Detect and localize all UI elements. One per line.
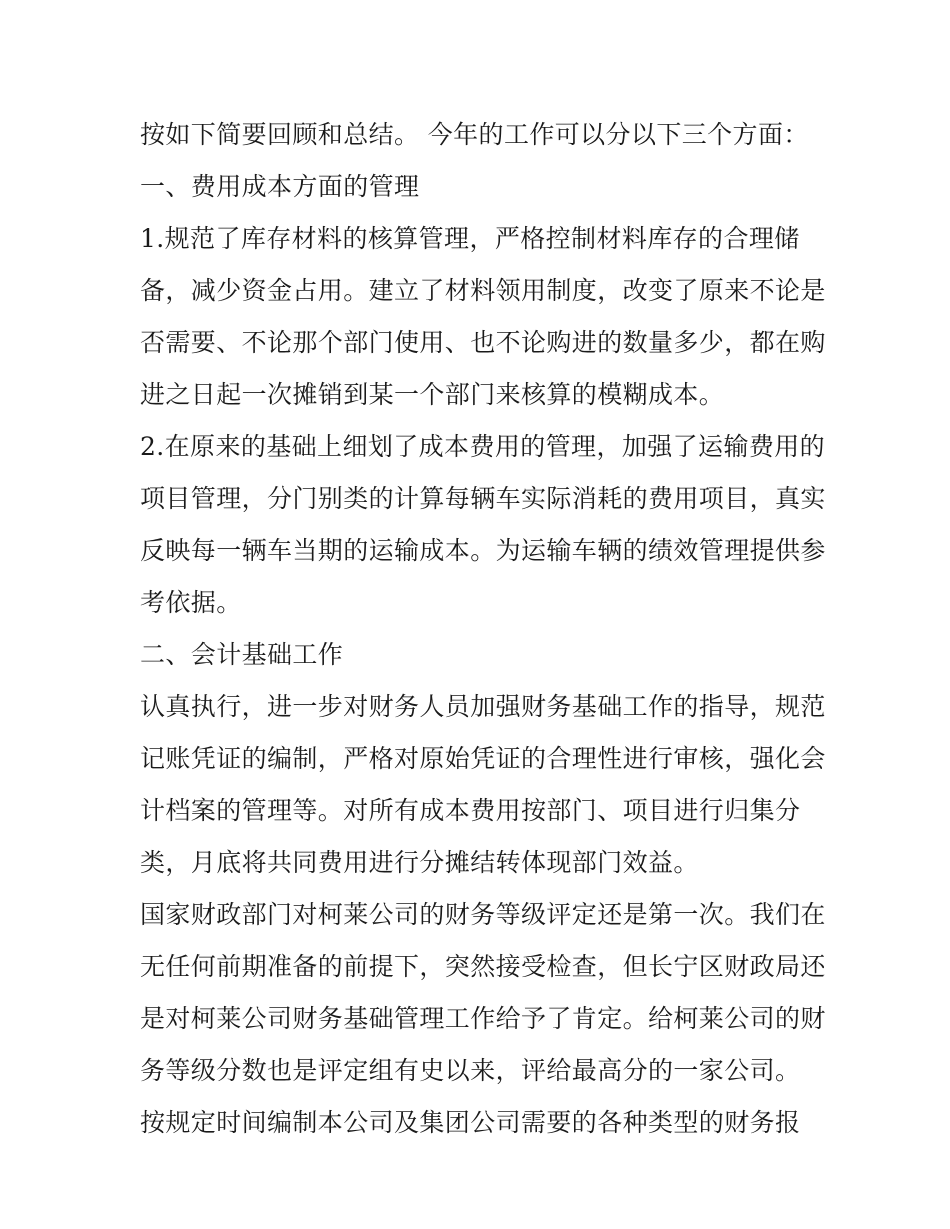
section-heading-accounting-basics: 二、会计基础工作 [140,640,344,669]
document-body [140,109,826,1149]
text-line: 务等级分数也是评定组有史以来，评给最高分的一家公司。 [140,1056,801,1085]
text-line: 否需要、不论那个部门使用、也不论购进的数量多少，都在购 [140,328,826,357]
text-line: 考依据。 [140,588,242,617]
text-line: 1.规范了库存材料的核算管理，严格控制材料库存的合理储 [140,224,800,253]
text-line-intro: 按如下简要回顾和总结。 今年的工作可以分以下三个方面： [140,120,809,149]
text-line: 国家财政部门对柯莱公司的财务等级评定还是第一次。我们在 [140,900,826,929]
text-line: 类，月底将共同费用进行分摊结转体现部门效益。 [140,848,699,877]
text-line: 无任何前期准备的前提下，突然接受检查，但长宁区财政局还 [140,952,826,981]
text-line: 反映每一辆车当期的运输成本。为运输车辆的绩效管理提供参 [140,536,826,565]
text-line: 认真执行，进一步对财务人员加强财务基础工作的指导，规范 [140,692,826,721]
text-line: 进之日起一次摊销到某一个部门来核算的模糊成本。 [140,380,725,409]
text-line: 项目管理，分门别类的计算每辆车实际消耗的费用项目，真实 [140,484,826,513]
text-line: 是对柯莱公司财务基础管理工作给予了肯定。给柯莱公司的财 [140,1004,826,1033]
section-heading-cost-management: 一、费用成本方面的管理 [140,172,420,201]
text-line: 记账凭证的编制，严格对原始凭证的合理性进行审核，强化会 [140,744,826,773]
text-line: 按规定时间编制本公司及集团公司需要的各种类型的财务报 [140,1108,801,1137]
text-line: 2.在原来的基础上细划了成本费用的管理，加强了运输费用的 [140,432,826,461]
text-line: 备，减少资金占用。建立了材料领用制度，改变了原来不论是 [140,276,826,305]
text-line: 计档案的管理等。对所有成本费用按部门、项目进行归集分 [140,796,801,825]
